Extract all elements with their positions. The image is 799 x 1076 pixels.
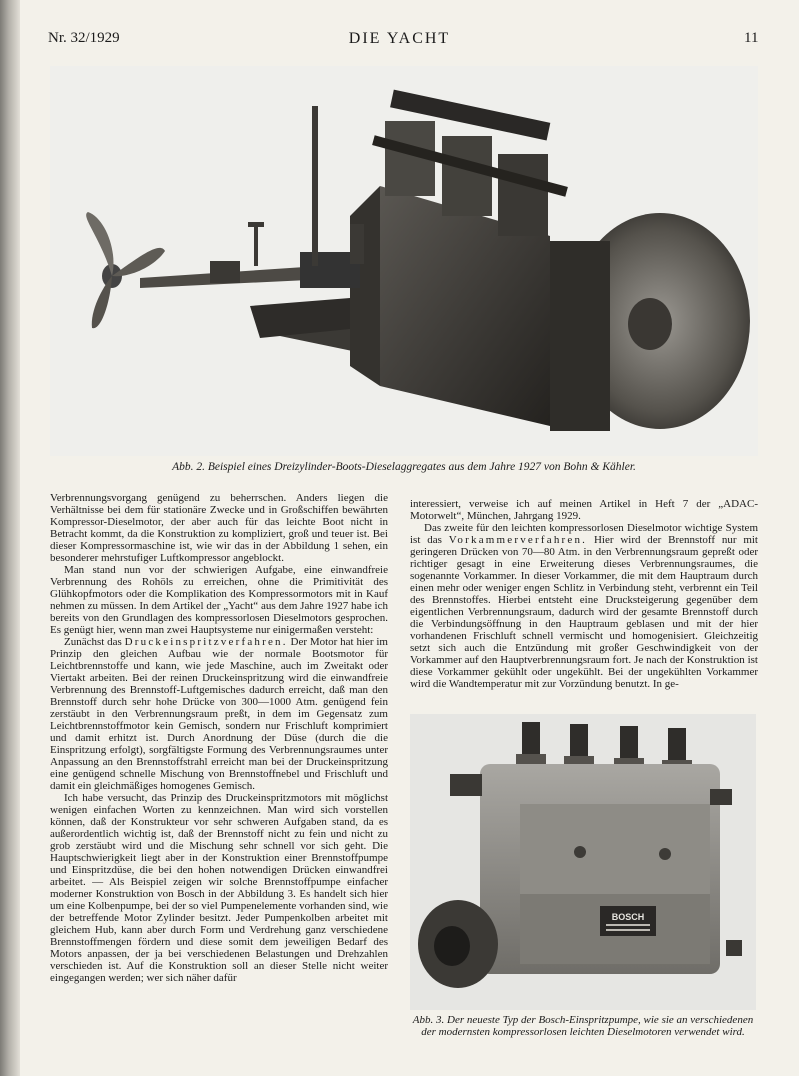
- page-spine-shadow: [0, 0, 20, 1076]
- figure-2-caption: Abb. 2. Beispiel eines Dreizylinder-Boots-Dieselaggregates aus dem Jahre 1927 von Bohn & Kähler.: [172, 461, 636, 473]
- paragraph: interessiert, verweise ich auf meinen Artikel in Heft 7 der „ADAC-Motorwelt“, München, Jahrgang 1929.: [410, 498, 758, 522]
- paragraph: Ich habe versucht, das Prinzip des Druckeinspritzmotors mit möglichst wenigen einfachen Worten zu kennzeichnen. Man wird sich vorstellen können, daß der Konstrukteur vor sehr schweren Aufgaben stand, da es außerordentlich wichtig ist, daß der Brennstoff nicht zu fein und nicht zu grob zerstäubt wird und die Mischung sehr schnell vor sich geht. Die Hauptschwierigkeit liegt aber in der Konstruktion einer Brennstoffpumpe und Einspritzdüse, die bei den hohen notwendigen Drücken einwandfrei arbeitet. — Als Beispiel zeigen wir solche Brennstoffpumpe einfacher moderner Konstruktion von Bosch in der Abbildung 3. Es handelt sich hier um eine Kolbenpumpe, bei der so viel Pumpenelemente vorhanden sind, wie der betreffende Motor Zylinder besitzt. Jeder Pumpenkolben arbeitet mit gleichem Hub, kann aber durch Form und Verdrehung ganz verschiedene Brennstoffmengen fördern und diese somit dem jeweiligen Bedarf des Motors anpassen, der ja bei verschiedenen Belastungen und Drehzahlen verschieden ist. Auf die Konstruktion soll an dieser Stelle nicht weiter eingegangen werden; wer sich näher dafür: [50, 792, 388, 984]
- injection-pump-photo: [410, 714, 756, 1010]
- paragraph-rest: Hier wird der Brennstoff nur mit geringeren Drücken von 70—80 Atm. in den Verbrennungsraum gepreßt oder richtiger gesagt in eine Erweiterung dieses Verbrennungsraumes, die sogenannte Vorkammer. In dieser Vorkammer, die mit dem Hauptraum durch einen mehr oder weniger engen Schlitz in Verbindung steht, verbrennt ein Teil des Brennstoffes. Hierbei entsteht eine Drucksteigerung gegenüber dem eigentlichen Verbrennungsraum, dadurch wird der gesamte Brennstoff durch die Verbindungsöffnung in den Hauptraum geblasen und mit der hier vorhandenen Frischluft schnell vermischt und homogenisiert. Gleichzeitig setzt sich auch die Entzündung mit großer Geschwindigkeit von der Vorkammer auf den Hauptverbrennungsraum fort. Je nach der Konstruktion ist diese Vorkammer gekühlt oder ungekühlt. Bei der ungekühlten Vorkammer wird die Wandtemperatur mit zur Vorzündung benutzt. In ge-: [410, 534, 758, 690]
- engine-photo: [50, 66, 758, 456]
- paragraph: Man stand nun vor der schwierigen Aufgabe, eine einwandfreie Verbrennung des Rohöls zu erreichen, ohne die Primitivität des Glühkopfmotors oder die Komplikation des Kompressormotors mit in Kauf nehmen zu müssen. In dem Artikel der „Yacht“ aus dem Jahre 1927 habe ich bereits von den Grundlagen des kompressorlosen Dieselmotors gesprochen. Es genügt hier, wenn man zwei Hauptsysteme nur einigermaßen versteht:: [50, 564, 388, 636]
- left-text-column: [50, 492, 388, 984]
- spaced-term-druckeinspritzverfahren: Druckeinspritzverfahren.: [124, 636, 288, 648]
- bosch-nameplate: BOSCH: [611, 912, 645, 922]
- paragraph: Verbrennungsvorgang genügend zu beherrschen. Anders liegen die Verhältnisse bei dem für stationäre Zwecke und in Großschiffen bewährten Kompressor-Dieselmotor, der aber auch für das leichte Boot nicht in Betracht kommt, da die Konstruktion zu kompliziert, groß und teuer ist. Bei dieser Kompressormaschine ist, wie wir das in der Abbildung 1 sehen, ein besonderer mehrstufiger Luftkompressor angeblockt.: [50, 492, 388, 564]
- spaced-term-vorkammerverfahren: Vorkammerverfahren.: [448, 534, 588, 546]
- figure-3-caption: Abb. 3. Der neueste Typ der Bosch-Einspritzpumpe, wie sie an verschiedenen der modernsten kompressorlosen leichten Dieselmotoren verwendet wird.: [412, 1014, 754, 1038]
- bosch-pump-illustration: [410, 714, 756, 1010]
- page-number: 11: [744, 30, 759, 46]
- diesel-engine-illustration: [50, 66, 758, 456]
- paragraph-lead: Das zweite für den leichten kompressorlosen Dieselmotor wichtige System ist das: [410, 522, 758, 546]
- right-text-column: [410, 498, 758, 690]
- paragraph: [50, 636, 388, 792]
- paragraph-lead: Zunächst das: [64, 636, 125, 648]
- issue-number: Nr. 32/1929: [48, 30, 120, 46]
- magazine-title: DIE YACHT: [348, 30, 451, 47]
- paragraph: [410, 522, 758, 690]
- paragraph-rest: Der Motor hat hier im Prinzip den gleichen Aufbau wie der normale Bootsmotor für Leichtbrennstoffe und kann, wie jede Maschine, auch im Zweitakt oder Viertakt arbeiten. Bei der reinen Druckeinspritzung wird die einwandfreie Verbrennung des Brennstoff-Luftgemisches dadurch erreicht, daß man den Brennstoff durch sehr hohe Drücke von 300—1000 Atm. genügend fein zerstäubt in den Verbrennungsraum preßt, in dem im Gegensatz zum Leichtbrennstoffmotor kein Gemisch, sondern nur Frischluft komprimiert und damit erhitzt ist. Durch Anordnung der Düse (durch die die Einspritzung erfolgt), sorgfältigste Formung des Verbrennungsraumes unter Anpassung an den Brennstoffstrahl erreicht man bei der Druckeinspritzung eine genügend schnelle Mischung von Brennstoffnebel und Frischluft und damit ein gleichmäßiges homogenes Gemisch.: [50, 636, 388, 792]
